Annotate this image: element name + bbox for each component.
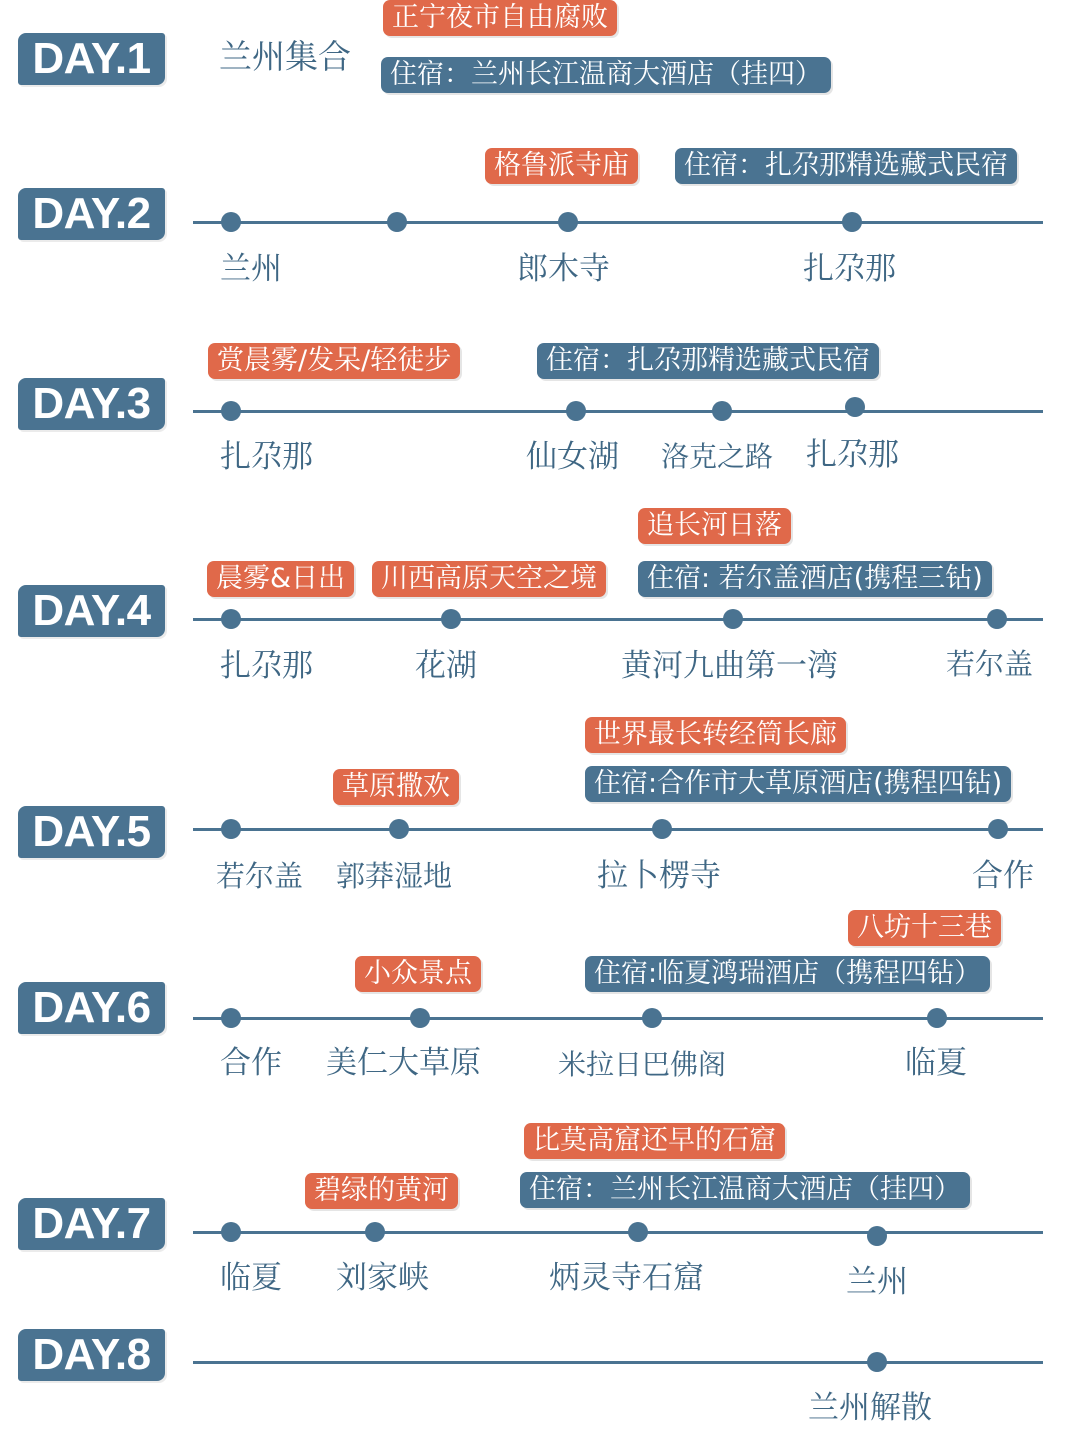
day-7-place: 炳灵寺石窟 [549,1260,704,1296]
day-6-place: 米拉日巴佛阁 [558,1048,727,1081]
day-7-stop-dot [867,1226,887,1246]
day-4-place: 花湖 [415,648,477,684]
day-3-tag-hotel: 住宿：扎尕那精选藏式民宿 [537,343,879,379]
day-3-badge: DAY.3 [18,378,165,430]
day-7-stop-dot [365,1222,385,1242]
day-2-place: 兰州 [220,251,282,287]
day-8-stop-dot [867,1352,887,1372]
day-1-badge: DAY.1 [18,33,165,85]
day-4-stop-dot [987,609,1007,629]
day-3-place: 扎尕那 [220,439,313,475]
day-3-stop-dot [845,397,865,417]
day-1-tag-hotel: 住宿：兰州长江温商大酒店（挂四） [381,57,831,93]
day-4-tag-sunrise: 晨雾&日出 [207,561,354,597]
day-3-place: 洛克之路 [661,440,774,473]
day-2-place: 郎木寺 [517,251,610,287]
day-4-place: 若尔盖 [946,647,1034,681]
day-7-tag-green-river: 碧绿的黄河 [305,1173,458,1209]
day-5-badge: DAY.5 [18,806,165,858]
day-4-stop-dot [723,609,743,629]
day-7-badge: DAY.7 [18,1198,165,1250]
day-8-badge: DAY.8 [18,1329,165,1381]
day-4-tag-sky-mirror: 川西高原天空之境 [372,561,606,597]
day-5-tag-hotel: 住宿:合作市大草原酒店(携程四钻) [585,766,1011,802]
day-2-route-line [193,221,1043,224]
day-4-tag-sunset: 追长河日落 [638,508,791,544]
day-2-tag-hotel: 住宿：扎尕那精选藏式民宿 [675,148,1017,184]
day-6-tag-bafang: 八坊十三巷 [848,910,1001,946]
day-8-route-line [193,1361,1043,1364]
day-3-stop-dot [566,401,586,421]
day-3-tag-activities: 赏晨雾/发呆/轻徒步 [208,343,460,379]
day-6-badge: DAY.6 [18,982,165,1034]
day-2-stop-dot [221,212,241,232]
day-4-place: 扎尕那 [220,648,313,684]
day-5-place: 拉卜楞寺 [597,858,721,894]
day-6-tag-niche-spot: 小众景点 [355,956,481,992]
day-7-tag-grottoes: 比莫高窟还早的石窟 [524,1123,785,1159]
day-2-stop-dot [842,212,862,232]
day-2-stop-dot [558,212,578,232]
day-3-place: 扎尕那 [806,437,899,473]
day-4-stop-dot [221,609,241,629]
day-7-stop-dot [628,1222,648,1242]
day-6-tag-hotel: 住宿:临夏鸿瑞酒店（携程四钻） [585,956,990,992]
day-3-route-line [193,410,1043,413]
day-2-badge: DAY.2 [18,188,165,240]
day-4-route-line [193,618,1043,621]
day-6-stop-dot [221,1008,241,1028]
day-5-place: 若尔盖 [216,859,304,893]
day-6-stop-dot [410,1008,430,1028]
day-6-place: 合作 [220,1045,282,1081]
day-1-tag-night-market: 正宁夜市自由腐败 [383,0,617,36]
day-5-stop-dot [389,819,409,839]
day-1-meeting-text: 兰州集合 [219,37,351,76]
day-4-stop-dot [441,609,461,629]
day-8-place: 兰州解散 [808,1390,932,1426]
day-3-place: 仙女湖 [526,439,619,475]
day-5-stop-dot [221,819,241,839]
day-5-tag-grassland: 草原撒欢 [333,769,459,805]
day-5-place: 合作 [972,858,1034,894]
day-2-tag-monastery: 格鲁派寺庙 [485,148,638,184]
day-7-tag-hotel: 住宿：兰州长江温商大酒店（挂四） [520,1172,970,1208]
day-6-stop-dot [642,1008,662,1028]
day-7-place: 刘家峡 [336,1260,429,1296]
day-7-place: 兰州 [846,1264,908,1300]
day-2-stop-dot [387,212,407,232]
day-2-place: 扎尕那 [803,251,896,287]
day-4-tag-hotel: 住宿: 若尔盖酒店(携程三钻) [638,561,992,597]
day-6-place: 美仁大草原 [326,1045,481,1081]
day-7-place: 临夏 [220,1260,282,1296]
day-4-place: 黄河九曲第一湾 [621,648,838,684]
day-7-stop-dot [221,1222,241,1242]
day-4-badge: DAY.4 [18,585,165,637]
day-6-place: 临夏 [905,1045,967,1081]
day-6-route-line [193,1017,1043,1020]
day-5-stop-dot [652,819,672,839]
day-5-route-line [193,828,1043,831]
day-3-stop-dot [712,401,732,421]
day-5-tag-prayer-wheel: 世界最长转经筒长廊 [585,717,846,753]
day-5-place: 郭莽湿地 [336,859,453,893]
day-6-stop-dot [927,1008,947,1028]
day-7-route-line [193,1231,1043,1234]
day-3-stop-dot [221,401,241,421]
day-5-stop-dot [988,819,1008,839]
